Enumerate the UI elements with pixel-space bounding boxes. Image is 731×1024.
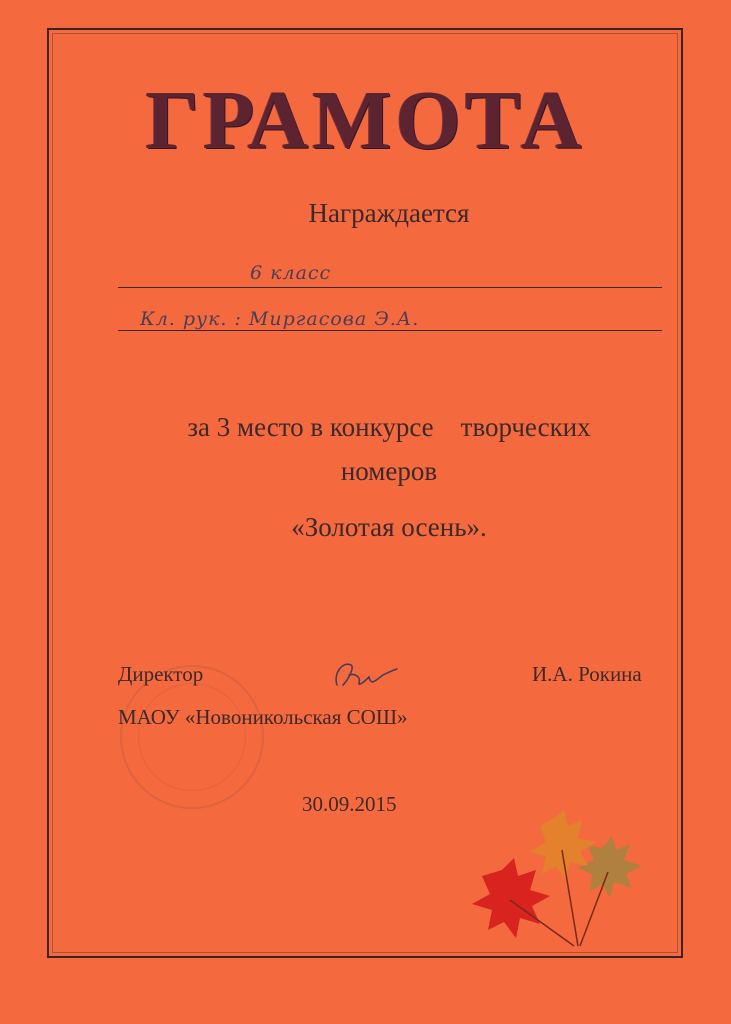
recipient-line-1	[118, 287, 662, 288]
recipient-line-2-text: Кл. рук. : Миргасова Э.А.	[140, 308, 420, 330]
signer-position: Директор	[118, 662, 204, 686]
signer-organization: МАОУ «Новоникольская СОШ»	[118, 705, 408, 729]
recipient-line-2	[118, 330, 662, 331]
signer-name: И.А. Рокина	[532, 662, 642, 686]
reason-line-1: за 3 место в конкурсе творческих	[187, 412, 591, 442]
reason-line-3: «Золотая осень».	[291, 512, 487, 542]
issue-date: 30.09.2015	[302, 792, 397, 816]
awarded-label: Награждается	[308, 198, 470, 228]
certificate-title: ГРАМОТА	[145, 74, 586, 167]
signature-icon	[325, 655, 405, 695]
recipient-line-1-text: 6 класс	[250, 262, 332, 284]
reason-line-2: номеров	[340, 456, 438, 486]
maple-leaves-icon	[462, 808, 662, 948]
